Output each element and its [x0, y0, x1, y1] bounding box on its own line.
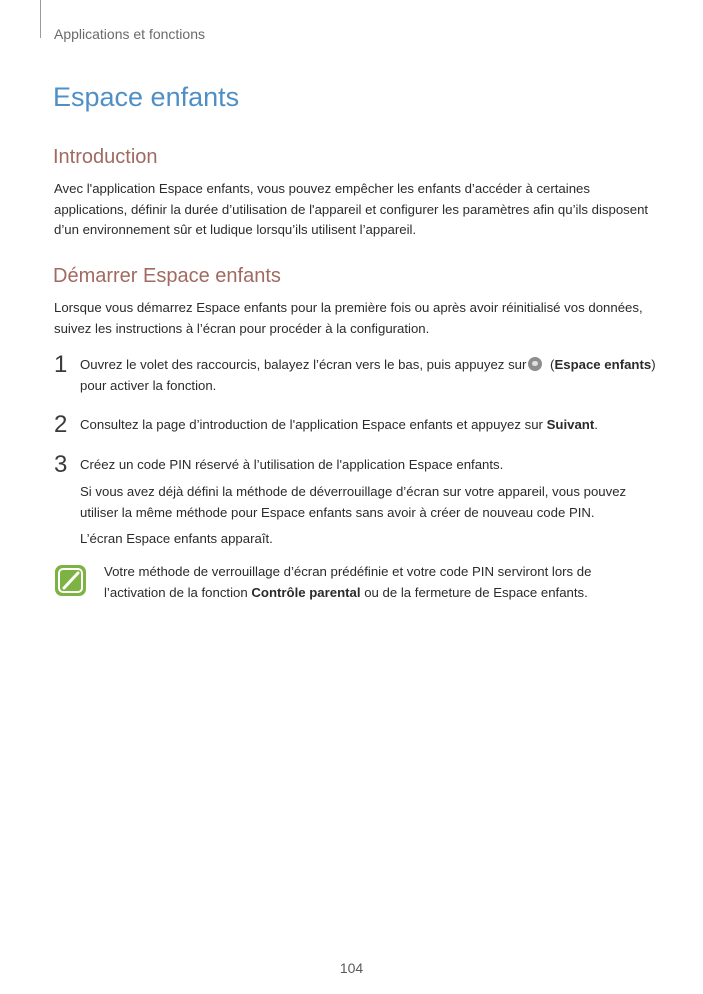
note-bold: Contrôle parental: [251, 584, 361, 600]
step-2-text-before: Consultez la page d’introduction de l'application Espace enfants et appuyez sur: [80, 417, 547, 432]
step-3-subtext-1: Si vous avez déjà défini la méthode de déverrouillage d’écran sur votre appareil, vous pouvez utiliser la même méthode pour Espace enfants sans avoir à créer de nouveau code PIN.: [80, 484, 627, 520]
step-2-text: [80, 415, 660, 436]
intro-paragraph: Avec l'application Espace enfants, vous pouvez empêcher les enfants d’accéder à certaines applications, définir la durée d’utilisation de l'appareil et configurer les paramètres afin qu’ils disposent d’un environnement sûr et ludique lorsqu’ils utilisent l’appareil.: [54, 181, 649, 237]
page-number: 104: [339, 960, 364, 976]
start-paragraph: Lorsque vous démarrez Espace enfants pour la première fois ou après avoir réinitialisé vos données, suivez les instructions à l’écran pour procéder à la configuration.: [54, 300, 643, 336]
step-number-2: 2: [54, 411, 68, 438]
step-number-3: 3: [54, 451, 68, 478]
step-2-bold: Suivant: [546, 417, 595, 432]
note-text-after: ou de la fermeture de Espace enfants.: [360, 584, 588, 600]
note-text: [104, 562, 644, 603]
note-text-before: Votre méthode de verrouillage d’écran prédéfinie et votre code PIN serviront lors de l’activation de la fonction: [104, 564, 592, 600]
note-pencil-icon: [54, 564, 87, 597]
section-header: Applications et fonctions: [54, 26, 205, 42]
step-number-1: 1: [54, 351, 68, 378]
step-1-bold: Espace enfants: [554, 357, 652, 372]
step-1-text: [80, 355, 660, 396]
intro-heading: Introduction: [53, 146, 158, 168]
step-1-text-before: Ouvrez le volet des raccourcis, balayez l’écran vers le bas, puis appuyez sur: [80, 357, 527, 372]
step-1-text-after: ) pour activer la fonction.: [80, 357, 656, 393]
step-3-text: Créez un code PIN réservé à l’utilisation de l'application Espace enfants.: [80, 457, 504, 472]
step-1-open-paren: (: [546, 357, 555, 372]
header-divider: [40, 0, 41, 38]
start-heading: Démarrer Espace enfants: [53, 265, 281, 287]
page-title: Espace enfants: [53, 82, 240, 112]
step-2-text-after: .: [594, 417, 598, 432]
kids-home-icon: [528, 357, 542, 371]
step-3-subtext-2: L’écran Espace enfants apparaît.: [80, 531, 273, 546]
